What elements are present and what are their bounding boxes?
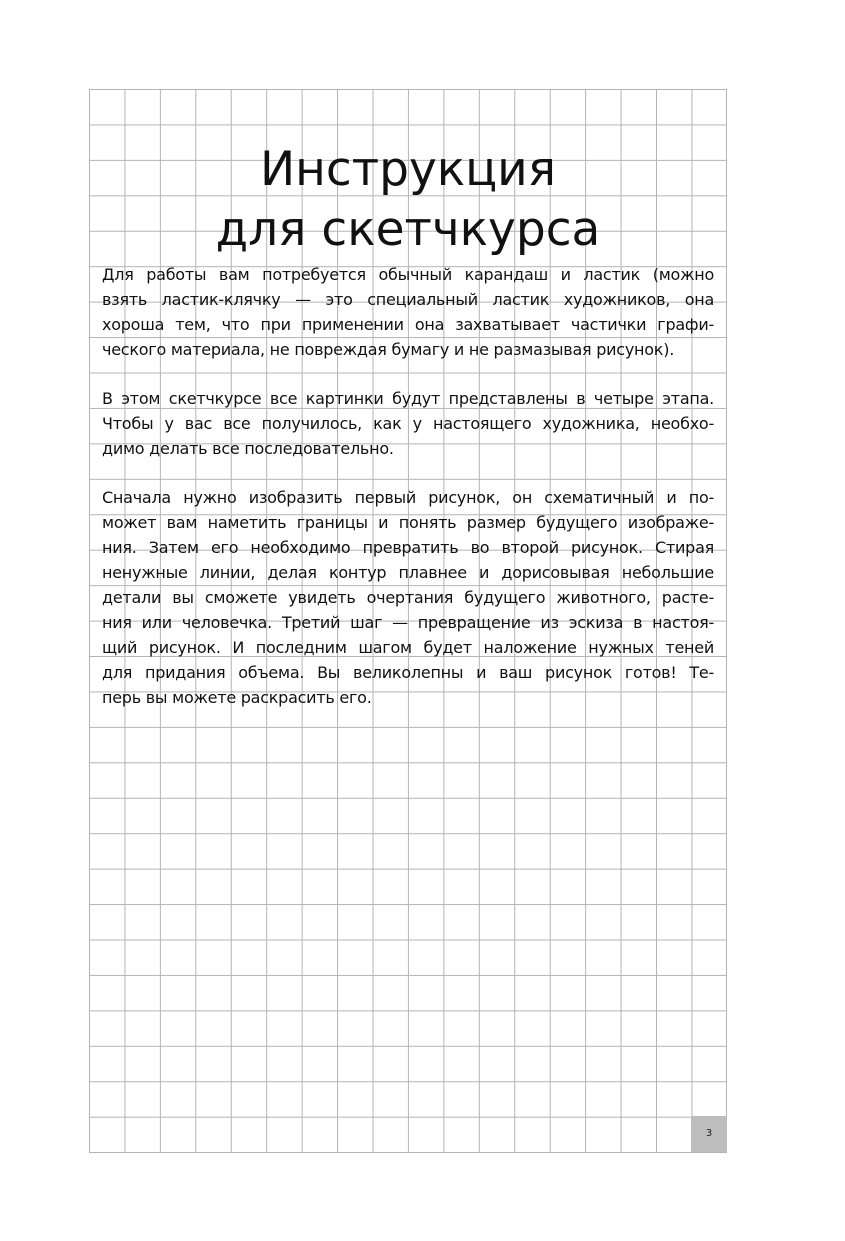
- text-line: Для работы вам потребуется обычный карандаш и ластик (можно: [102, 265, 714, 284]
- instruction-text: [102, 262, 714, 710]
- text-line: ния или человечка. Третий шаг — превращение из эскиза в настоя-: [102, 613, 714, 632]
- text-line: детали вы сможете увидеть очертания будущего животного, расте-: [102, 588, 714, 607]
- title-line-1: Инструкция: [260, 142, 556, 197]
- text-line: В этом скетчкурсе все картинки будут представлены в четыре этапа.: [102, 389, 714, 408]
- title-line-2: для скетчкурса: [215, 202, 601, 257]
- text-line: щий рисунок. И последним шагом будет наложение нужных теней: [102, 638, 714, 657]
- text-line: ненужные линии, делая контур плавнее и дорисовывая небольшие: [102, 563, 714, 582]
- text-line: Чтобы у вас все получилось, как у настоящего художника, необхо-: [102, 414, 714, 433]
- paragraph-materials: [102, 262, 714, 362]
- text-line: димо делать все последовательно.: [102, 439, 394, 458]
- text-line: ния. Затем его необходимо превратить во второй рисунок. Стирая: [102, 538, 714, 557]
- paragraph-gap: [102, 461, 714, 485]
- text-line: ческого материала, не повреждая бумагу и не размазывая рисунок).: [102, 340, 675, 359]
- page-title: [89, 140, 727, 260]
- text-line: хороша тем, что при применении она захватывает частички графи-: [102, 315, 714, 334]
- paragraph-gap: [102, 362, 714, 386]
- text-line: Сначала нужно изобразить первый рисунок, он схематичный и по-: [102, 488, 714, 507]
- paragraph-steps: [102, 485, 714, 710]
- paragraph-stages: [102, 386, 714, 461]
- text-line: взять ластик-клячку — это специальный ластик художников, она: [102, 290, 714, 309]
- page-number-badge: 3: [691, 1116, 727, 1152]
- text-line: перь вы можете раскрасить его.: [102, 688, 372, 707]
- text-line: для придания объема. Вы великолепны и ваш рисунок готов! Те-: [102, 663, 714, 682]
- text-line: может вам наметить границы и понять размер будущего изображе-: [102, 513, 714, 532]
